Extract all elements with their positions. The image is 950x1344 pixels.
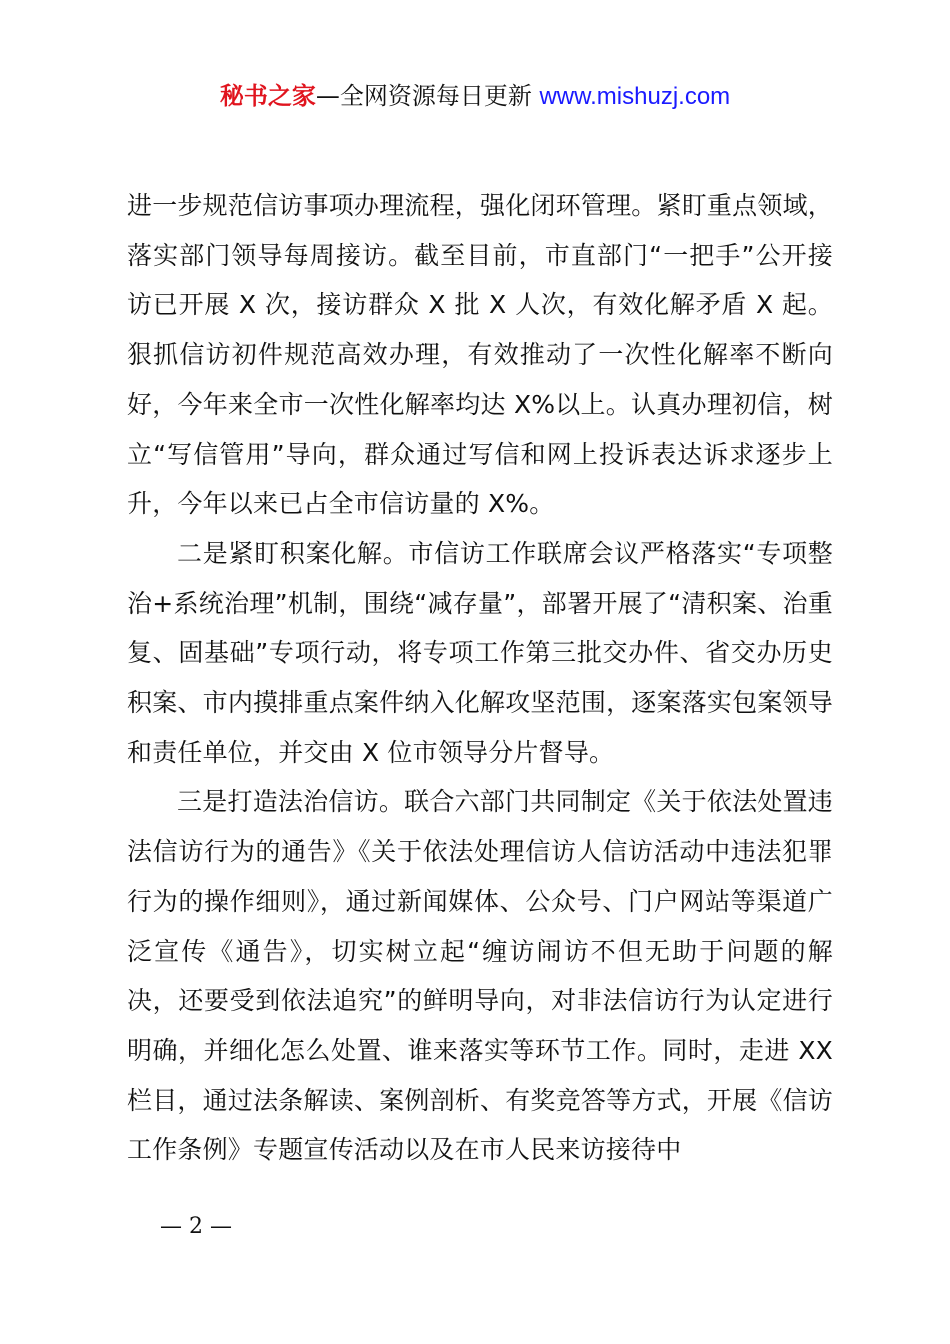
paragraph-backlog-resolution: 二是紧盯积案化解。市信访工作联席会议严格落实“专项整治+系统治理”机制，围绕“减存量”，部署开展了“清积案、治重复、固基础”专项行动，将专项工作第三批交办件、省交办历史积案、市内摸排重点案件纳入化解攻坚范围，逐案落实包案领导和责任单位，并交由 X 位市领导分片督导。 (127, 538, 833, 767)
brand-name: 秘书之家 (219, 82, 316, 110)
document-body (127, 181, 833, 1175)
paragraph-rule-of-law: 三是打造法治信访。联合六部门共同制定《关于依法处置违法信访行为的通告》《关于依法处理信访人信访活动中违法犯罪行为的操作细则》，通过新闻媒体、公众号、门户网站等渠道广泛宣传《通告》，切实树立起“缠访闹访不但无助于问题的解决，还要受到依法追究”的鲜明导向，对非法信访行为认定进行明确，并细化怎么处置、谁来落实等环节工作。同时，走进 XX 栏目，通过法条解读、案例剖析、有奖竞答等方式，开展《信访工作条例》专题宣传活动以及在市人民来访接待中 (127, 787, 833, 1165)
site-url-link[interactable]: www.mishuzj.com (539, 83, 731, 110)
header-slogan: —全网资源每日更新 (315, 82, 532, 110)
site-header (0, 78, 950, 115)
paragraph-continuation: 进一步规范信访事项办理流程，强化闭环管理。紧盯重点领域，落实部门领导每周接访。截至目前，市直部门“一把手”公开接访已开展 X 次，接访群众 X 批 X 人次，有效化解矛盾 X 起。狠抓信访初件规范高效办理，有效推动了一次性化解率不断向好，今年来全市一次性化解率均达 X%以上。认真办理初信，树立“写信管用”导向，群众通过写信和网上投诉表达诉求逐步上升，今年以来已占全市信访量的 X%。 (127, 191, 833, 519)
page-number: — 2 — (160, 1214, 232, 1239)
